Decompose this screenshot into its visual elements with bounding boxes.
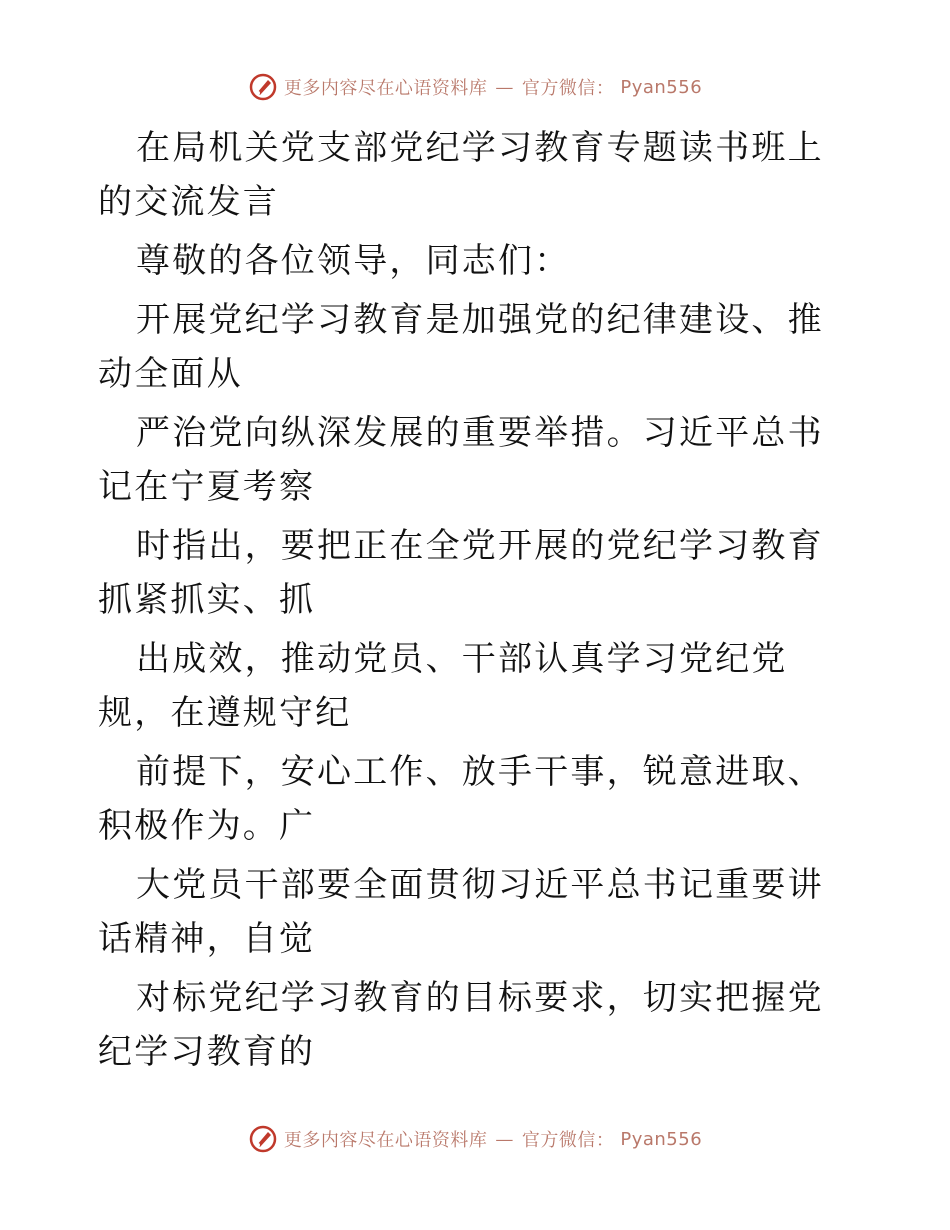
body-paragraph: 前提下，安心工作、放手干事，锐意进取、积极作为。广 bbox=[98, 752, 824, 846]
watermark-separator: — bbox=[495, 1128, 514, 1150]
watermark-wechat-label: 官方微信： bbox=[521, 1130, 615, 1151]
pen-logo-icon bbox=[248, 1124, 278, 1154]
watermark-separator: — bbox=[495, 76, 514, 98]
body-paragraph: 大党员干部要全面贯彻习近平总书记重要讲话精神，自觉 bbox=[98, 865, 824, 959]
body-paragraph: 开展党纪学习教育是加强党的纪律建设、推动全面从 bbox=[98, 300, 824, 394]
body-paragraph: 时指出，要把正在全党开展的党纪学习教育抓紧抓实、抓 bbox=[98, 526, 824, 620]
watermark-wechat-label: 官方微信： bbox=[521, 78, 615, 99]
watermark-text: 更多内容尽在心语资料库 bbox=[283, 78, 488, 99]
body-paragraph: 严治党向纵深发展的重要举措。习近平总书记在宁夏考察 bbox=[98, 413, 824, 507]
watermark-text: 更多内容尽在心语资料库 bbox=[283, 1130, 488, 1151]
header-watermark bbox=[0, 72, 950, 102]
body-paragraph: 出成效，推动党员、干部认真学习党纪党规，在遵规守纪 bbox=[98, 639, 788, 733]
salutation: 尊敬的各位领导，同志们： bbox=[136, 241, 571, 281]
watermark-wechat-id: Pyan556 bbox=[620, 1128, 703, 1150]
pen-logo-icon bbox=[248, 72, 278, 102]
watermark-wechat-id: Pyan556 bbox=[620, 76, 703, 98]
document-title: 在局机关党支部党纪学习教育专题读书班上的交流发言 bbox=[98, 128, 824, 222]
document-body bbox=[98, 121, 850, 1084]
body-paragraph: 对标党纪学习教育的目标要求，切实把握党纪学习教育的 bbox=[98, 978, 824, 1072]
footer-watermark bbox=[0, 1124, 950, 1154]
